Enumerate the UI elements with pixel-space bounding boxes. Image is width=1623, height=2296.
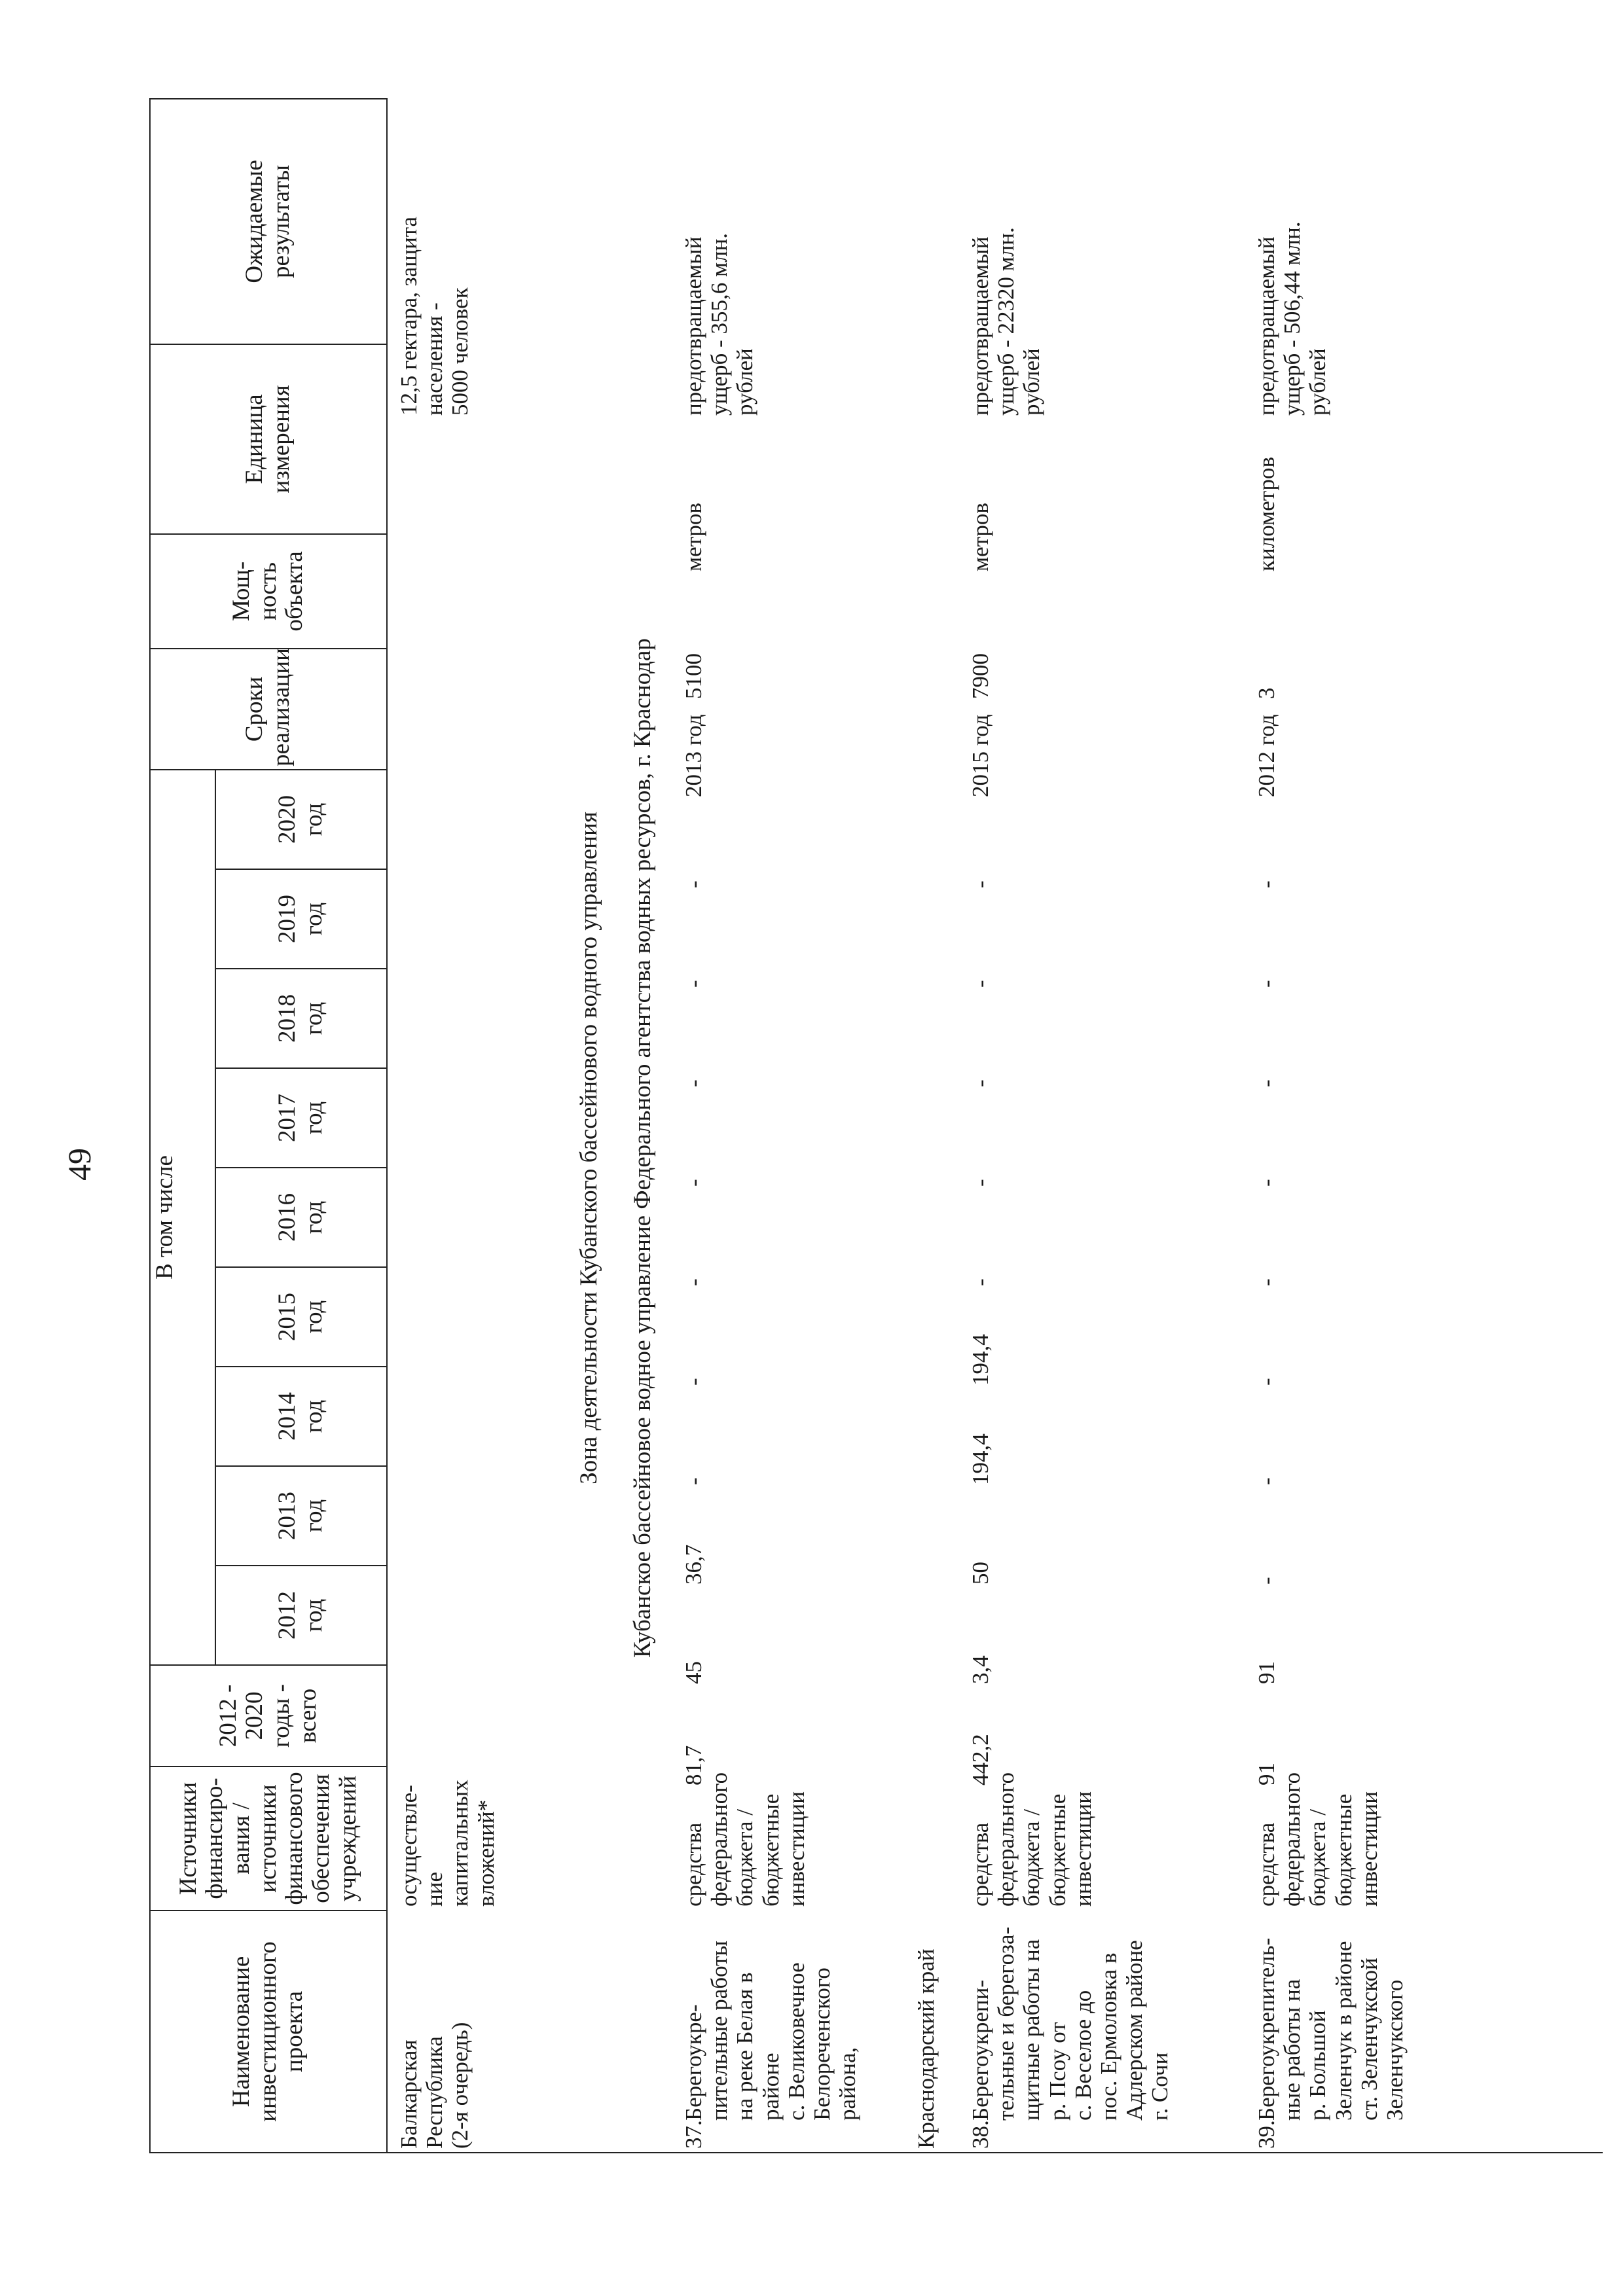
row-year-2020: - [968, 880, 993, 888]
row-source: средства федерального бюджета / бюджетные инвестиции [968, 1772, 1096, 1907]
row-total: 81,7 [681, 1745, 706, 1785]
row-year-2018: - [1254, 1079, 1279, 1087]
row-year-2012: 45 [681, 1661, 706, 1684]
row-year-2013: - [1254, 1577, 1279, 1585]
page-number: 49 [61, 1148, 98, 1181]
header-year: 2012 год [215, 1566, 387, 1665]
header-total: 2012 - 2020 годы - всего [150, 1665, 387, 1767]
region-title: Краснодарский край [913, 1948, 939, 2149]
row-year-2019: - [1254, 980, 1279, 988]
row-year-2012: 91 [1254, 1661, 1279, 1684]
row-terms: 2013 год [681, 714, 706, 797]
header-unit: Единица измерения [150, 344, 387, 534]
row-year-2014: - [681, 1477, 706, 1485]
row-year-2014: 194,4 [968, 1433, 993, 1485]
row-capacity: 5100 [681, 653, 706, 699]
row-capacity: 3 [1254, 687, 1279, 699]
row-year-2020: - [1254, 880, 1279, 888]
row-year-2019: - [681, 980, 706, 988]
row-year-2017: - [1254, 1179, 1279, 1187]
row-year-2012: 3,4 [968, 1655, 993, 1684]
row-name: Берегоукрепитель- ные работы на р. Большой Зеленчук в районе ст. Зеленчукской Зеленчукского [1254, 1937, 1408, 2121]
header-results: Ожидаемые результаты [150, 99, 387, 344]
header-incl: В том числе [150, 770, 215, 1665]
row-year-2016: - [681, 1278, 706, 1286]
row-number: 39. [1254, 2120, 1279, 2149]
row-year-2016: - [1254, 1278, 1279, 1286]
header-table [149, 98, 388, 2153]
row-total: 91 [1254, 1763, 1279, 1785]
first-row-source: осуществле- ние капитальных вложений* [396, 1780, 499, 1907]
first-row-results: 12,5 гектара, защита населения - 5000 человек [396, 216, 473, 416]
row-year-2020: - [681, 880, 706, 888]
row-results: предотвращаемый ущерб - 22320 млн. рублей [968, 227, 1045, 416]
row-year-2018: - [968, 1079, 993, 1087]
row-year-2019: - [968, 980, 993, 988]
row-name: Берегоукре- пительные работы на реке Белая в районе с. Великовечное Белореченского района, [681, 1941, 861, 2121]
row-year-2016: - [968, 1278, 993, 1286]
row-number: 37. [681, 2120, 706, 2149]
header-year: 2015 год [215, 1267, 387, 1367]
row-results: предотвращаемый ущерб - 506,44 млн. рублей [1254, 221, 1331, 416]
header-year: 2019 год [215, 869, 387, 969]
header-year: 2013 год [215, 1466, 387, 1566]
header-name: Наименование инвестиционного проекта [150, 1910, 387, 2153]
row-year-2017: - [681, 1179, 706, 1187]
row-terms: 2012 год [1254, 714, 1279, 797]
header-year: 2014 год [215, 1367, 387, 1466]
row-source: средства федерального бюджета / бюджетные инвестиции [681, 1772, 809, 1907]
header-year: 2017 год [215, 1068, 387, 1168]
zone-title: Зона деятельности Кубанского бассейнового водного управления [575, 812, 602, 1484]
row-unit: метров [681, 503, 706, 571]
row-year-2015: 194,4 [968, 1334, 993, 1386]
header-capacity: Мощ- ность объекта [150, 534, 387, 649]
row-source: средства федерального бюджета / бюджетные инвестиции [1254, 1772, 1382, 1907]
row-year-2013: 36,7 [681, 1544, 706, 1585]
row-year-2014: - [1254, 1477, 1279, 1485]
header-sources: Источники финансиро- вания / источники финансового обеспечения учреждений [150, 1767, 387, 1910]
first-row-name: Балкарская Республика (2-я очередь) [396, 2022, 473, 2149]
header-year: 2018 год [215, 969, 387, 1068]
row-number: 38. [968, 2120, 993, 2149]
row-name: Берегоукрепи- тельные и берегоза- щитные работы на р. Псоу от с. Веселое до пос. Ермоловка в Адлерском районе г. Сочи [968, 1926, 1173, 2121]
row-unit: метров [968, 503, 993, 571]
row-year-2017: - [968, 1179, 993, 1187]
row-year-2015: - [1254, 1378, 1279, 1386]
header-terms: Сроки реализации [150, 649, 387, 770]
table-left-border [149, 2152, 1603, 2153]
row-capacity: 7900 [968, 653, 993, 699]
row-terms: 2015 год [968, 714, 993, 797]
row-year-2015: - [681, 1378, 706, 1386]
row-unit: километров [1254, 457, 1279, 571]
row-total: 442,2 [968, 1734, 993, 1785]
row-results: предотвращаемый ущерб - 355,6 млн. рублей [681, 232, 758, 416]
agency-title: Кубанское бассейновое водное управление Федерального агентства водных ресурсов, г. Краснодар [629, 638, 656, 1658]
row-year-2018: - [681, 1079, 706, 1087]
header-year: 2020 год [215, 770, 387, 869]
row-year-2013: 50 [968, 1562, 993, 1585]
header-year: 2016 год [215, 1168, 387, 1267]
